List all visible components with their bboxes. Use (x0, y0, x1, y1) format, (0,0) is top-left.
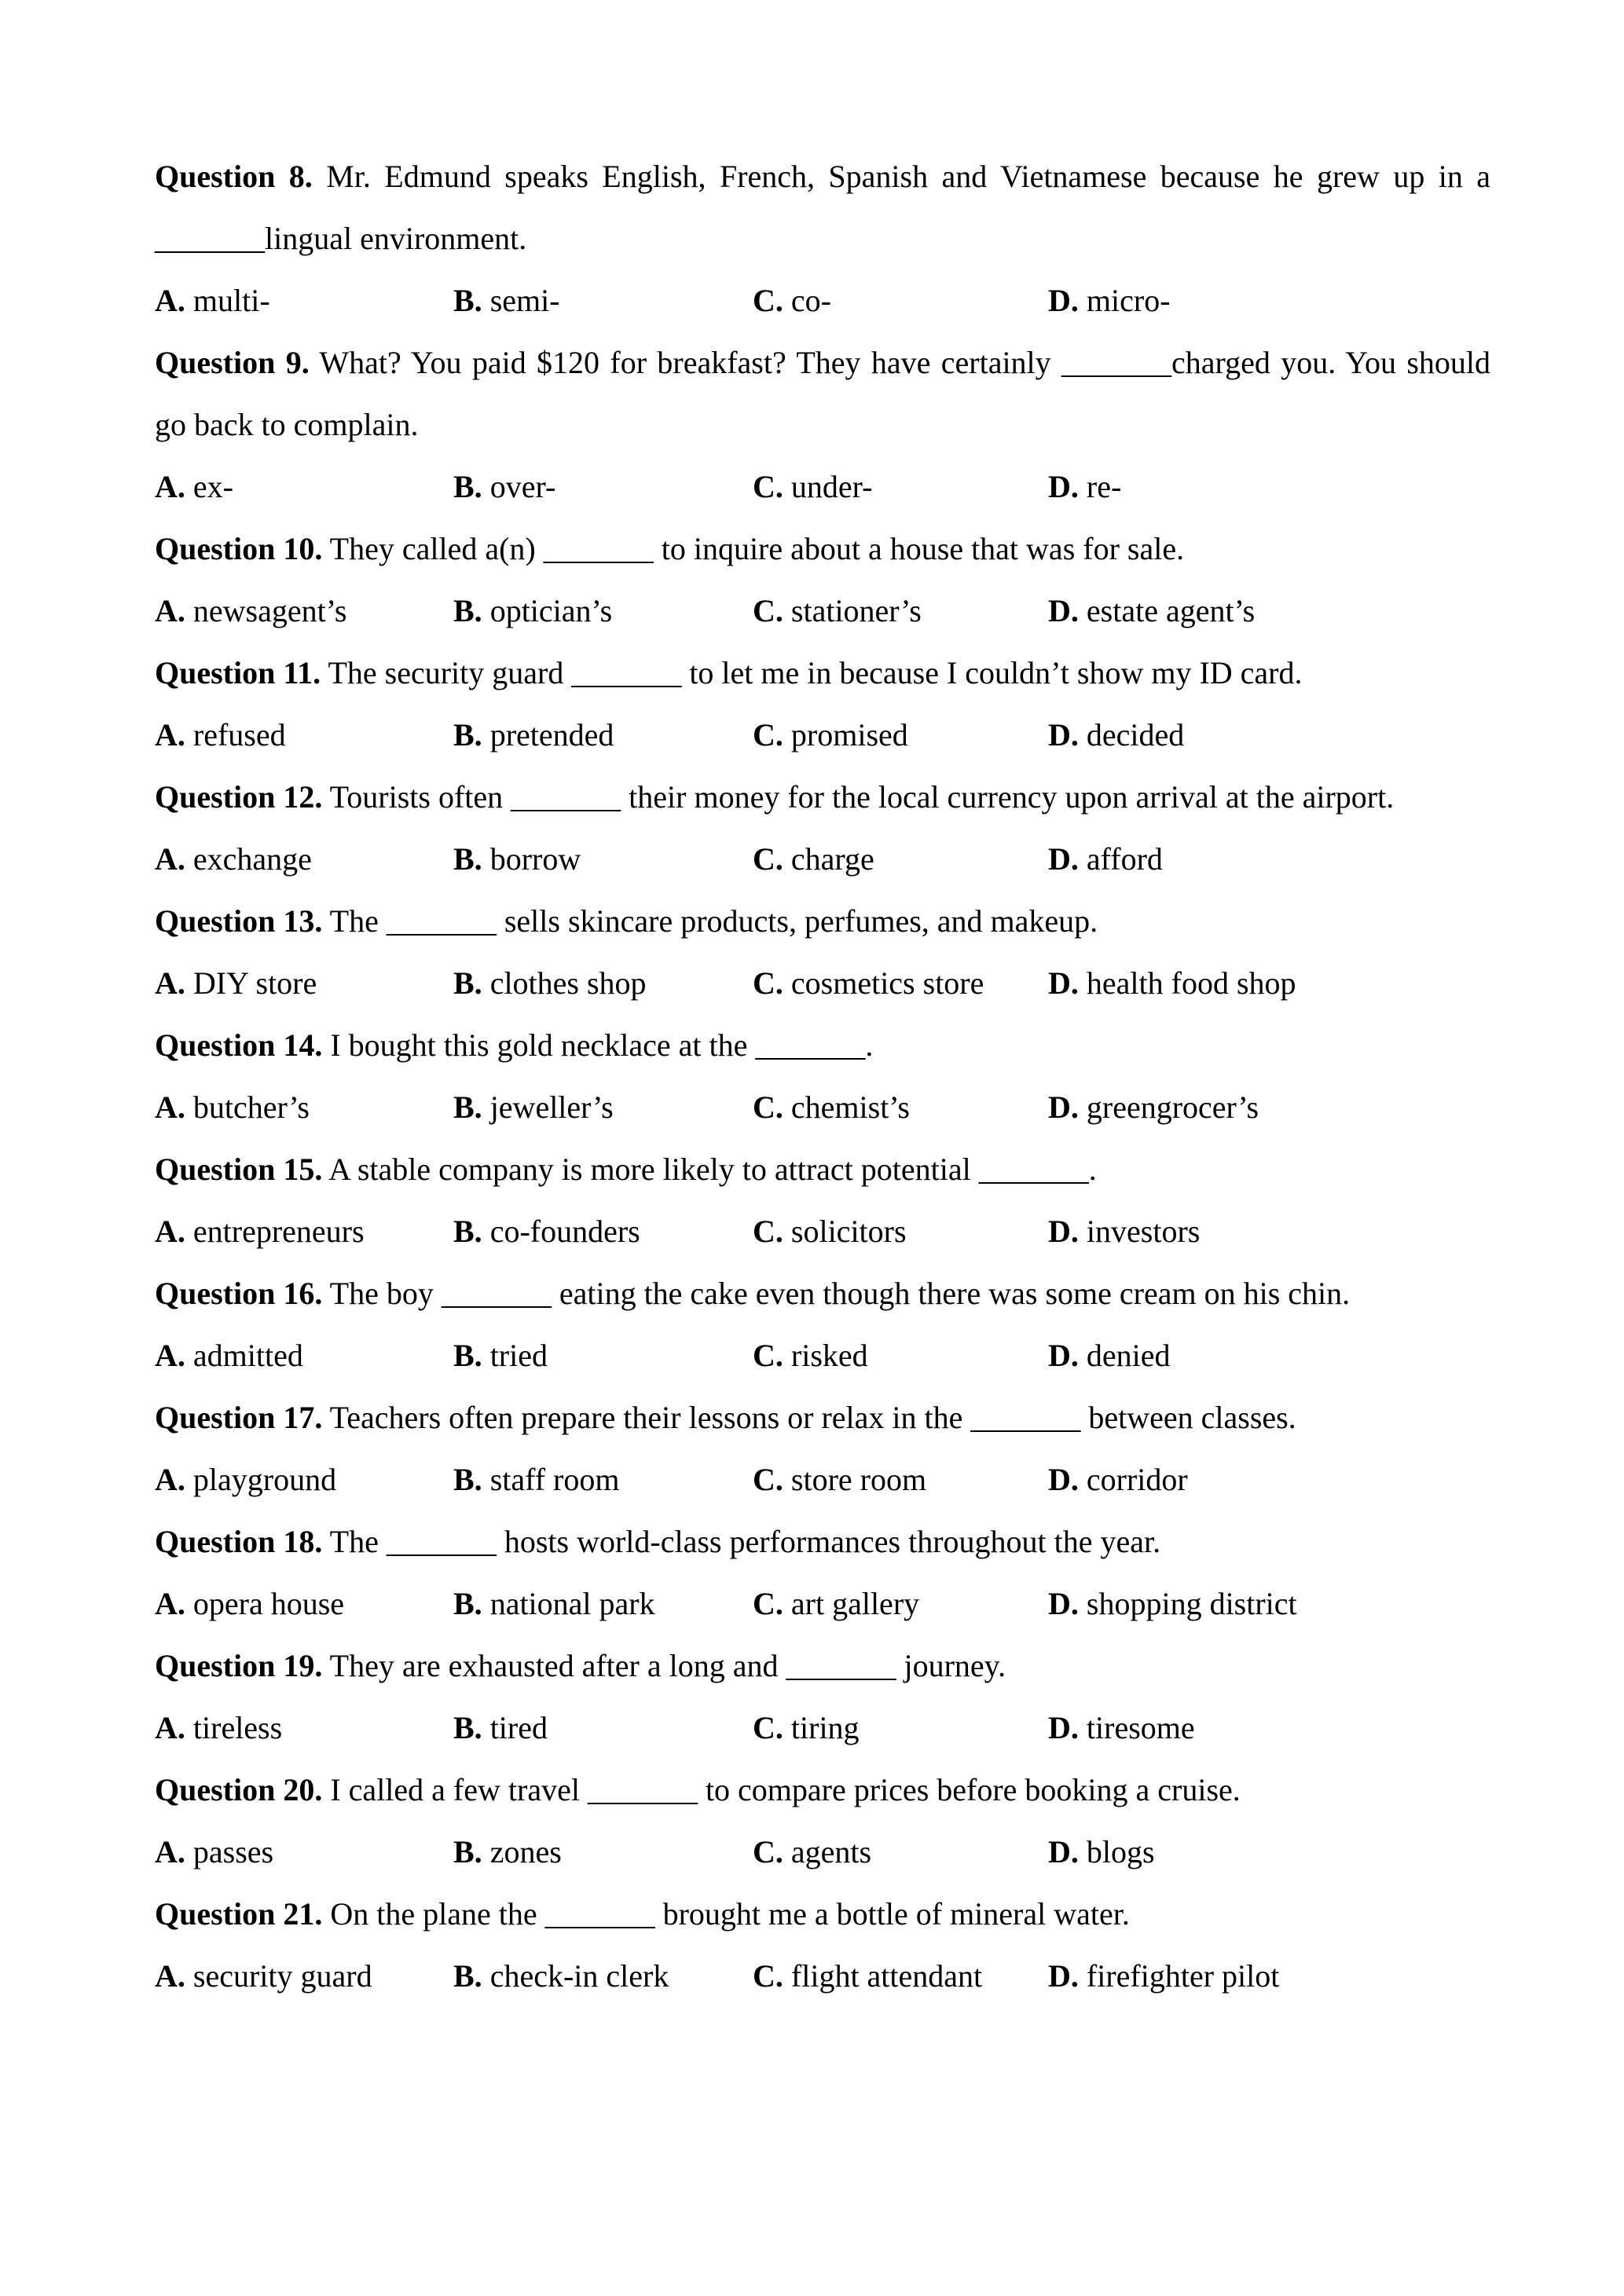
option-b (453, 1200, 753, 1262)
option-d-text: greengrocer’s (1086, 1089, 1259, 1125)
option-d-label: D. (1048, 841, 1079, 877)
option-d-label: D. (1048, 1338, 1079, 1373)
option-a-label: A. (155, 1586, 185, 1621)
option-c-label: C. (753, 965, 783, 1001)
option-d-text: corridor (1086, 1462, 1188, 1497)
option-b-text: jeweller’s (489, 1089, 614, 1125)
option-d-text: blogs (1086, 1834, 1155, 1869)
option-d (1048, 1697, 1490, 1759)
option-c (753, 1573, 1048, 1635)
option-d-label: D. (1048, 283, 1079, 318)
question-number: Question 14. (155, 1027, 323, 1063)
option-a-label: A. (155, 1214, 185, 1249)
option-d-text: denied (1086, 1338, 1171, 1373)
option-c-text: risked (790, 1338, 868, 1373)
option-d-label: D. (1048, 1089, 1079, 1125)
question-text (155, 1635, 1490, 1697)
question-text (155, 766, 1490, 828)
question-body: Mr. Edmund speaks English, French, Spanish and Vietnamese because he grew up in a _______lingual environment. (155, 159, 1491, 256)
option-a (155, 269, 453, 331)
option-a-text: playground (192, 1462, 337, 1497)
options-row (155, 952, 1490, 1014)
option-c-text: tiring (790, 1710, 860, 1745)
question-block (155, 766, 1490, 890)
question-body: I bought this gold necklace at the _______. (330, 1027, 874, 1063)
option-d (1048, 828, 1490, 890)
option-c-label: C. (753, 593, 783, 628)
questions-list (155, 145, 1490, 2007)
option-d (1048, 269, 1490, 331)
option-a-label: A. (155, 469, 185, 504)
option-c (753, 269, 1048, 331)
option-b-label: B. (453, 593, 482, 628)
question-number: Question 18. (155, 1524, 323, 1559)
question-number: Question 21. (155, 1896, 323, 1932)
option-b-text: tried (489, 1338, 548, 1373)
question-number: Question 9. (155, 345, 310, 380)
option-d (1048, 1821, 1490, 1883)
option-b-text: national park (489, 1586, 655, 1621)
option-c-label: C. (753, 1834, 783, 1869)
question-body: The _______ hosts world-class performances throughout the year. (329, 1524, 1161, 1559)
option-b-text: pretended (489, 717, 614, 753)
options-row (155, 704, 1490, 766)
question-text (155, 642, 1490, 704)
option-c-label: C. (753, 717, 783, 753)
question-number: Question 17. (155, 1400, 323, 1435)
option-a-label: A. (155, 841, 185, 877)
option-d (1048, 1448, 1490, 1511)
option-c-text: store room (790, 1462, 927, 1497)
question-number: Question 13. (155, 903, 323, 939)
option-b (453, 1697, 753, 1759)
option-b (453, 1448, 753, 1511)
option-a-label: A. (155, 1834, 185, 1869)
option-c-text: agents (790, 1834, 872, 1869)
option-c-label: C. (753, 1089, 783, 1125)
option-c-text: art gallery (790, 1586, 920, 1621)
option-c (753, 1324, 1048, 1386)
option-d-text: health food shop (1086, 965, 1296, 1001)
options-row (155, 1697, 1490, 1759)
option-a-label: A. (155, 1710, 185, 1745)
option-c (753, 1448, 1048, 1511)
question-text (155, 1386, 1490, 1448)
option-a-text: tireless (192, 1710, 283, 1745)
option-a-label: A. (155, 1338, 185, 1373)
options-row (155, 1945, 1490, 2007)
option-c (753, 952, 1048, 1014)
option-b (453, 828, 753, 890)
option-b-label: B. (453, 1834, 482, 1869)
question-text (155, 890, 1490, 952)
option-b-label: B. (453, 1214, 482, 1249)
option-a (155, 456, 453, 518)
option-d (1048, 1945, 1490, 2007)
question-number: Question 19. (155, 1648, 323, 1683)
question-text (155, 1262, 1490, 1324)
option-d-text: shopping district (1086, 1586, 1297, 1621)
option-b (453, 456, 753, 518)
option-c-text: stationer’s (790, 593, 922, 628)
question-text (155, 1138, 1490, 1200)
question-body: On the plane the _______ brought me a bottle of mineral water. (330, 1896, 1130, 1932)
option-c-text: co- (790, 283, 831, 318)
option-b-text: staff room (489, 1462, 620, 1497)
option-b (453, 269, 753, 331)
option-c-label: C. (753, 1586, 783, 1621)
option-d-label: D. (1048, 1462, 1079, 1497)
option-b-text: semi- (489, 283, 560, 318)
option-b-label: B. (453, 1462, 482, 1497)
option-a-label: A. (155, 965, 185, 1001)
question-block (155, 1759, 1490, 1883)
option-d-text: afford (1086, 841, 1163, 877)
question-block (155, 331, 1490, 518)
question-body: The security guard _______ to let me in because I couldn’t show my ID card. (328, 655, 1303, 690)
option-c-label: C. (753, 1214, 783, 1249)
option-c (753, 1945, 1048, 2007)
option-d-text: investors (1086, 1214, 1201, 1249)
question-text (155, 1511, 1490, 1573)
question-number: Question 10. (155, 531, 323, 566)
option-a (155, 1448, 453, 1511)
option-a-text: butcher’s (192, 1089, 310, 1125)
option-c-text: solicitors (790, 1214, 907, 1249)
question-body: I called a few travel _______ to compare prices before booking a cruise. (330, 1772, 1241, 1807)
options-row (155, 1821, 1490, 1883)
option-c (753, 1076, 1048, 1138)
option-c-label: C. (753, 841, 783, 877)
question-block (155, 145, 1490, 331)
question-text (155, 1883, 1490, 1945)
option-a (155, 1076, 453, 1138)
option-d-text: micro- (1086, 283, 1171, 318)
question-block (155, 1386, 1490, 1511)
option-b (453, 1821, 753, 1883)
option-b-label: B. (453, 1958, 482, 1994)
options-row (155, 1076, 1490, 1138)
question-body: Tourists often _______ their money for the local currency upon arrival at the airport. (329, 779, 1395, 815)
option-c-text: flight attendant (790, 1958, 983, 1994)
option-b (453, 580, 753, 642)
option-d (1048, 456, 1490, 518)
option-d-label: D. (1048, 1214, 1079, 1249)
option-c (753, 828, 1048, 890)
option-c-text: under- (790, 469, 873, 504)
question-block (155, 1635, 1490, 1759)
option-b (453, 1945, 753, 2007)
option-a-text: multi- (192, 283, 270, 318)
question-number: Question 15. (155, 1152, 323, 1187)
option-c (753, 1200, 1048, 1262)
option-a-text: DIY store (192, 965, 317, 1001)
option-c-text: promised (790, 717, 908, 753)
option-c-text: chemist’s (790, 1089, 910, 1125)
option-b-text: over- (489, 469, 556, 504)
options-row (155, 456, 1490, 518)
question-body: The boy _______ eating the cake even though there was some cream on his chin. (329, 1276, 1351, 1311)
option-d-text: decided (1086, 717, 1185, 753)
option-a (155, 828, 453, 890)
option-a-label: A. (155, 1089, 185, 1125)
question-body: The _______ sells skincare products, perfumes, and makeup. (329, 903, 1098, 939)
question-block (155, 642, 1490, 766)
option-b-label: B. (453, 717, 482, 753)
option-a-text: passes (192, 1834, 274, 1869)
option-d (1048, 1076, 1490, 1138)
option-b-label: B. (453, 1338, 482, 1373)
options-row (155, 1448, 1490, 1511)
option-a-label: A. (155, 593, 185, 628)
option-b-label: B. (453, 1710, 482, 1745)
option-b-text: borrow (489, 841, 581, 877)
option-d (1048, 1324, 1490, 1386)
question-block (155, 1262, 1490, 1386)
option-c-label: C. (753, 1958, 783, 1994)
question-text (155, 1759, 1490, 1821)
question-body: They called a(n) _______ to inquire about a house that was for sale. (329, 531, 1185, 566)
option-c-label: C. (753, 469, 783, 504)
option-b-label: B. (453, 841, 482, 877)
question-block (155, 890, 1490, 1014)
option-c (753, 1697, 1048, 1759)
option-a-text: security guard (192, 1958, 372, 1994)
option-d-text: tiresome (1086, 1710, 1195, 1745)
option-a-label: A. (155, 283, 185, 318)
option-d-label: D. (1048, 965, 1079, 1001)
option-d-label: D. (1048, 1586, 1079, 1621)
options-row (155, 1200, 1490, 1262)
option-d-label: D. (1048, 593, 1079, 628)
option-c-label: C. (753, 283, 783, 318)
option-a-label: A. (155, 717, 185, 753)
option-d-label: D. (1048, 469, 1079, 504)
option-a (155, 1324, 453, 1386)
options-row (155, 1573, 1490, 1635)
option-b (453, 1573, 753, 1635)
question-body: Teachers often prepare their lessons or relax in the _______ between classes. (329, 1400, 1296, 1435)
option-a-label: A. (155, 1958, 185, 1994)
question-number: Question 20. (155, 1772, 323, 1807)
option-a-text: refused (192, 717, 286, 753)
option-b-text: co-founders (489, 1214, 640, 1249)
option-c (753, 1821, 1048, 1883)
question-number: Question 12. (155, 779, 323, 815)
option-a-text: ex- (192, 469, 233, 504)
option-b (453, 952, 753, 1014)
option-d (1048, 952, 1490, 1014)
option-b-text: check-in clerk (489, 1958, 669, 1994)
option-a (155, 704, 453, 766)
option-d (1048, 1200, 1490, 1262)
options-row (155, 828, 1490, 890)
option-d (1048, 1573, 1490, 1635)
option-a (155, 1697, 453, 1759)
question-text (155, 518, 1490, 580)
options-row (155, 580, 1490, 642)
option-c-label: C. (753, 1462, 783, 1497)
question-block (155, 518, 1490, 642)
option-d (1048, 580, 1490, 642)
option-a-label: A. (155, 1462, 185, 1497)
option-b-label: B. (453, 1089, 482, 1125)
option-b-label: B. (453, 965, 482, 1001)
option-d-label: D. (1048, 717, 1079, 753)
option-b-text: clothes shop (489, 965, 647, 1001)
option-a-text: newsagent’s (192, 593, 347, 628)
option-b (453, 704, 753, 766)
option-d-text: firefighter pilot (1086, 1958, 1280, 1994)
question-block (155, 1138, 1490, 1262)
option-b-label: B. (453, 469, 482, 504)
options-row (155, 269, 1490, 331)
option-b-label: B. (453, 283, 482, 318)
option-d-text: estate agent’s (1086, 593, 1256, 628)
option-b-text: tired (489, 1710, 548, 1745)
option-a (155, 580, 453, 642)
option-d-label: D. (1048, 1958, 1079, 1994)
option-b (453, 1324, 753, 1386)
option-b-label: B. (453, 1586, 482, 1621)
question-body: What? You paid $120 for breakfast? They have certainly _______charged you. You should go back to complain. (155, 345, 1491, 442)
option-b-text: optician’s (489, 593, 613, 628)
option-a-text: admitted (192, 1338, 303, 1373)
question-block (155, 1014, 1490, 1138)
option-a-text: exchange (192, 841, 312, 877)
option-a (155, 1945, 453, 2007)
option-c-text: cosmetics store (790, 965, 984, 1001)
question-number: Question 11. (155, 655, 321, 690)
question-text (155, 1014, 1490, 1076)
option-d-text: re- (1086, 469, 1122, 504)
option-a-text: opera house (192, 1586, 345, 1621)
option-c (753, 580, 1048, 642)
question-number: Question 16. (155, 1276, 323, 1311)
question-number: Question 8. (155, 159, 313, 194)
option-c-text: charge (790, 841, 874, 877)
option-d-label: D. (1048, 1710, 1079, 1745)
options-row (155, 1324, 1490, 1386)
option-d-label: D. (1048, 1834, 1079, 1869)
option-a (155, 1573, 453, 1635)
option-c (753, 456, 1048, 518)
question-text (155, 331, 1490, 456)
option-c (753, 704, 1048, 766)
option-a (155, 1821, 453, 1883)
question-body: They are exhausted after a long and _______ journey. (329, 1648, 1006, 1683)
question-text (155, 145, 1490, 269)
option-b (453, 1076, 753, 1138)
option-a (155, 952, 453, 1014)
option-d (1048, 704, 1490, 766)
option-c-label: C. (753, 1710, 783, 1745)
option-b-text: zones (489, 1834, 562, 1869)
question-body: A stable company is more likely to attract potential _______. (328, 1152, 1097, 1187)
question-block (155, 1883, 1490, 2007)
option-c-label: C. (753, 1338, 783, 1373)
question-block (155, 1511, 1490, 1635)
option-a-text: entrepreneurs (192, 1214, 365, 1249)
option-a (155, 1200, 453, 1262)
